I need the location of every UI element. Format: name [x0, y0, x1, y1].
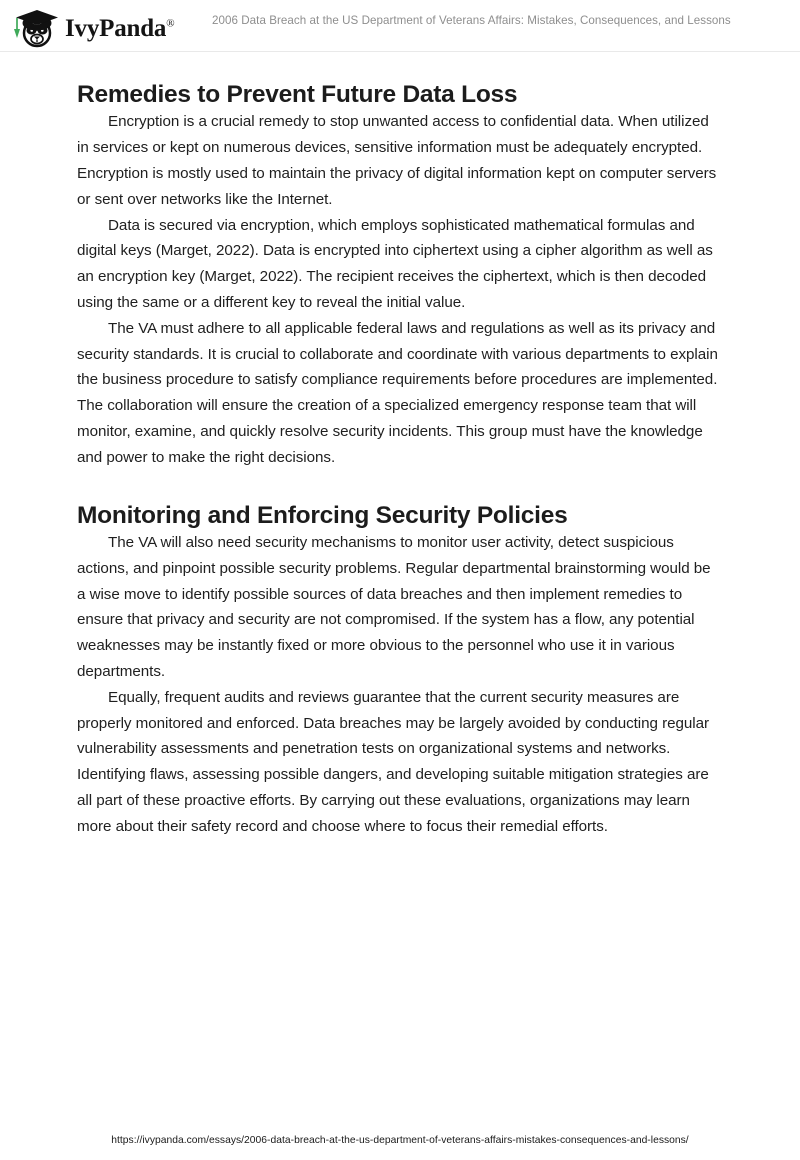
- paragraph: Data is secured via encryption, which employs sophisticated mathematical formulas and digital keys (Marget, 2022). Data is encrypted into ciphertext using a cipher algorithm as well as an encryption key (Marget, 2022). The recipient receives the ciphertext, which is then decoded using the same or a different key to reveal the initial value.: [77, 216, 713, 311]
- source-url-link[interactable]: https://ivypanda.com/essays/2006-data-breach-at-the-us-department-of-veterans-affairs-mistakes-consequences-and-lessons/: [111, 1134, 689, 1146]
- section-heading-remedies: Remedies to Prevent Future Data Loss: [77, 81, 518, 108]
- brand-logo-block[interactable]: [12, 7, 174, 49]
- page-footer: [0, 1120, 800, 1160]
- brand-wordmark: [65, 16, 174, 41]
- paragraph: Equally, frequent audits and reviews guarantee that the current security measures are properly monitored and enforced. Data breaches may be largely avoided by conducting regular vulnerability assessments and penetration tests on organizational systems and networks. Identifying flaws, assessing possible dangers, and developing suitable mitigation strategies are all part of these proactive efforts. By carrying out these evaluations, organizations may learn more about their safety record and choose where to focus their remedial efforts.: [77, 688, 710, 835]
- paragraph: The VA will also need security mechanisms to monitor user activity, detect suspicious actions, and pinpoint possible security problems. Regular departmental brainstorming would be a wise move to identify possible sources of data breaches and then implement remedies to ensure that privacy and security are not compromised. If the system has a flow, any potential weaknesses may be instantly fixed or more obvious to the personnel who use it in various departments.: [77, 533, 711, 680]
- section-heading-monitoring: Monitoring and Enforcing Security Policies: [77, 501, 568, 529]
- section-remedies: [77, 52, 723, 109]
- brand-name-text: IvyPanda: [65, 14, 167, 42]
- paragraph: The VA must adhere to all applicable federal laws and regulations as well as its privacy and security standards. It is crucial to collaborate and coordinate with various departments to explain the business procedure to satisfy compliance requirements before procedures are implemented. The collaboration will ensure the creation of a specialized emergency response team that will monitor, examine, and quickly resolve security incidents. This group must have the knowledge and power to make the right decisions.: [77, 319, 718, 466]
- registered-mark: ®: [166, 17, 175, 30]
- paragraph: Encryption is a crucial remedy to stop unwanted access to confidential data. When utilized in services or kept on numerous devices, sensitive information must be adequately encrypted. Encryption is mostly used to maintain the privacy of digital information kept on computer servers or sent over networks like the Internet.: [77, 113, 717, 208]
- section-monitoring: [77, 471, 723, 530]
- page-header: [0, 0, 800, 52]
- panda-graduate-logo-icon: [12, 8, 58, 48]
- header-document-title: 2006 Data Breach at the US Department of Veterans Affairs: Mistakes, Consequences, and Lessons: [212, 14, 731, 27]
- document-body: [0, 52, 800, 840]
